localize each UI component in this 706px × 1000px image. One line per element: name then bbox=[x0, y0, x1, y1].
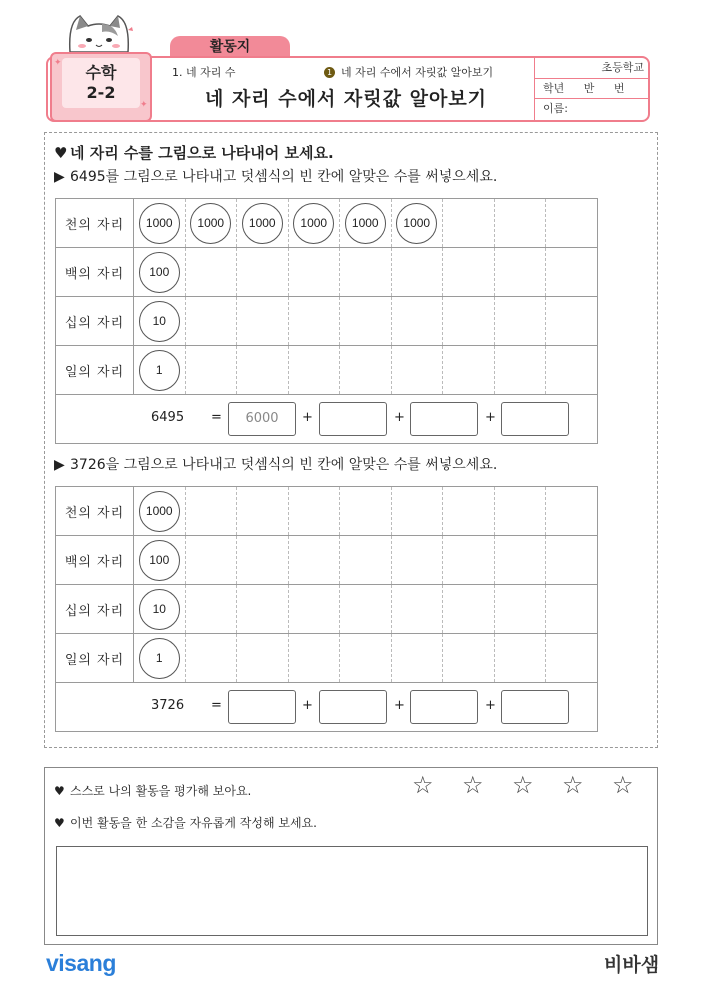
coin-cell[interactable] bbox=[443, 248, 495, 297]
row-label-hundreds: 백의 자리 bbox=[56, 248, 134, 297]
self-evaluation-text: 스스로 나의 활동을 평가해 보아요. bbox=[70, 784, 252, 798]
coin-cell[interactable] bbox=[494, 536, 546, 585]
sparkle-icon: ✦ bbox=[54, 58, 62, 68]
coin-cell[interactable] bbox=[288, 297, 340, 346]
coin-1000: 1000 bbox=[190, 203, 231, 244]
plus-sign: + bbox=[485, 410, 496, 425]
plus-sign: + bbox=[485, 698, 496, 713]
school-label: 초등학교 bbox=[601, 61, 644, 74]
coin-cell[interactable] bbox=[134, 487, 186, 536]
triangle-icon: ▶ bbox=[54, 169, 65, 185]
answer-box-ones[interactable] bbox=[501, 402, 569, 436]
coin-cell[interactable] bbox=[237, 199, 289, 248]
coin-cell[interactable] bbox=[340, 536, 392, 585]
coin-cell[interactable] bbox=[288, 536, 340, 585]
reflection-prompt bbox=[54, 814, 317, 831]
coin-cell[interactable] bbox=[443, 536, 495, 585]
coin-cell[interactable] bbox=[134, 346, 186, 395]
heart-icon: ♥ bbox=[54, 816, 65, 830]
coin-cell[interactable] bbox=[494, 199, 546, 248]
vivasam-logo: 비바샘 bbox=[604, 954, 660, 976]
coin-cell[interactable] bbox=[391, 585, 443, 634]
plus-sign: + bbox=[302, 410, 313, 425]
visang-logo: visang bbox=[46, 950, 116, 976]
coin-100: 100 bbox=[139, 252, 180, 293]
coin-1: 1 bbox=[139, 638, 180, 679]
row-label-thousands: 천의 자리 bbox=[56, 199, 134, 248]
coin-10: 10 bbox=[139, 301, 180, 342]
coin-cell[interactable] bbox=[494, 585, 546, 634]
coin-cell[interactable] bbox=[185, 346, 237, 395]
addition-equation bbox=[56, 683, 597, 731]
class-label: 반 bbox=[583, 81, 595, 95]
coin-cell[interactable] bbox=[288, 248, 340, 297]
coin-cell[interactable] bbox=[391, 199, 443, 248]
coin-cell[interactable] bbox=[185, 536, 237, 585]
star-icon[interactable]: ☆ bbox=[512, 771, 534, 799]
coin-cell[interactable] bbox=[134, 536, 186, 585]
equation-row bbox=[56, 395, 598, 444]
header-main bbox=[160, 58, 532, 120]
coin-cell[interactable] bbox=[185, 297, 237, 346]
coin-cell[interactable] bbox=[185, 585, 237, 634]
row-label-tens: 십의 자리 bbox=[56, 585, 134, 634]
problem2-instruction-text: 3726을 그림으로 나타내고 덧셈식의 빈 칸에 알맞은 수를 써넣으세요. bbox=[70, 457, 498, 473]
table-row bbox=[56, 248, 598, 297]
coin-10: 10 bbox=[139, 589, 180, 630]
coin-cell[interactable] bbox=[546, 248, 598, 297]
heart-icon: ♥ bbox=[54, 784, 65, 798]
coin-cell[interactable] bbox=[443, 585, 495, 634]
star-icon[interactable]: ☆ bbox=[412, 771, 434, 799]
equation-row bbox=[56, 683, 598, 732]
coin-cell[interactable] bbox=[391, 634, 443, 683]
coin-cell[interactable] bbox=[134, 634, 186, 683]
table-row bbox=[56, 585, 598, 634]
coin-cell[interactable] bbox=[340, 634, 392, 683]
table-row bbox=[56, 346, 598, 395]
number-label: 번 bbox=[613, 81, 625, 95]
answer-box-ones[interactable] bbox=[501, 690, 569, 724]
plus-sign: + bbox=[394, 698, 405, 713]
row-label-hundreds: 백의 자리 bbox=[56, 536, 134, 585]
problem2-instruction bbox=[54, 454, 497, 474]
row-label-tens: 십의 자리 bbox=[56, 297, 134, 346]
equation-cell bbox=[56, 683, 598, 732]
coin-cell[interactable] bbox=[340, 585, 392, 634]
coin-cell[interactable] bbox=[237, 487, 289, 536]
row-label-thousands: 천의 자리 bbox=[56, 487, 134, 536]
name-field[interactable] bbox=[535, 99, 648, 120]
page-title: 네 자리 수에서 자릿값 알아보기 bbox=[204, 88, 488, 110]
heart-icon: ♥ bbox=[54, 144, 68, 162]
row-label-ones: 일의 자리 bbox=[56, 634, 134, 683]
coin-cell[interactable] bbox=[237, 297, 289, 346]
table-row bbox=[56, 297, 598, 346]
coin-cell[interactable] bbox=[134, 585, 186, 634]
table-row bbox=[56, 634, 598, 683]
answer-box-tens[interactable] bbox=[410, 402, 478, 436]
coin-cell[interactable] bbox=[237, 634, 289, 683]
equation-number: 6495 bbox=[151, 410, 185, 425]
self-evaluation-prompt bbox=[54, 782, 251, 799]
coin-cell[interactable] bbox=[134, 199, 186, 248]
answer-box-hundreds[interactable] bbox=[319, 402, 387, 436]
equals-sign: = bbox=[211, 698, 222, 713]
coin-cell[interactable] bbox=[185, 248, 237, 297]
star-icon[interactable]: ☆ bbox=[612, 771, 634, 799]
coin-cell[interactable] bbox=[494, 248, 546, 297]
answer-box-tens[interactable] bbox=[410, 690, 478, 724]
equation-cell bbox=[56, 395, 598, 444]
coin-cell[interactable] bbox=[237, 346, 289, 395]
coin-cell[interactable] bbox=[185, 487, 237, 536]
lesson-text: 네 자리 수에서 자릿값 알아보기 bbox=[341, 66, 494, 79]
answer-box-hundreds[interactable] bbox=[319, 690, 387, 724]
coin-cell[interactable] bbox=[494, 297, 546, 346]
coin-cell[interactable] bbox=[391, 487, 443, 536]
coin-1000: 1000 bbox=[242, 203, 283, 244]
coin-1000: 1000 bbox=[396, 203, 437, 244]
coin-cell[interactable] bbox=[288, 199, 340, 248]
coin-cell[interactable] bbox=[546, 297, 598, 346]
coin-cell[interactable] bbox=[546, 536, 598, 585]
name-label: 이름: bbox=[543, 102, 568, 115]
coin-cell[interactable] bbox=[546, 634, 598, 683]
answer-box-thousands[interactable] bbox=[228, 690, 296, 724]
subject-grade: 2-2 bbox=[86, 83, 116, 102]
reflection-text: 이번 활동을 한 소감을 자유롭게 작성해 보세요. bbox=[70, 816, 317, 830]
coin-cell[interactable] bbox=[443, 297, 495, 346]
coin-cell[interactable] bbox=[391, 536, 443, 585]
sparkle-icon: ✦ bbox=[140, 100, 148, 110]
coin-cell[interactable] bbox=[391, 248, 443, 297]
problem1-instruction-text: 6495를 그림으로 나타내고 덧셈식의 빈 칸에 알맞은 수를 써넣으세요. bbox=[70, 169, 498, 185]
place-value-table-2 bbox=[55, 486, 598, 732]
triangle-icon: ▶ bbox=[54, 457, 65, 473]
coin-cell[interactable] bbox=[494, 634, 546, 683]
subject-label bbox=[62, 58, 140, 108]
coin-cell[interactable] bbox=[134, 297, 186, 346]
coin-cell[interactable] bbox=[546, 487, 598, 536]
coin-cell[interactable] bbox=[443, 346, 495, 395]
row-label-ones: 일의 자리 bbox=[56, 346, 134, 395]
main-instruction-text: 네 자리 수를 그림으로 나타내어 보세요. bbox=[70, 144, 334, 162]
coin-1000: 1000 bbox=[293, 203, 334, 244]
main-instruction bbox=[54, 142, 334, 163]
lesson-label bbox=[324, 64, 493, 80]
coin-cell[interactable] bbox=[494, 487, 546, 536]
coin-cell[interactable] bbox=[391, 297, 443, 346]
school-field[interactable] bbox=[535, 58, 648, 79]
addition-equation bbox=[56, 395, 597, 443]
coin-cell[interactable] bbox=[443, 634, 495, 683]
table-row bbox=[56, 536, 598, 585]
coin-cell[interactable] bbox=[443, 199, 495, 248]
coin-cell[interactable] bbox=[494, 346, 546, 395]
coin-1000: 1000 bbox=[345, 203, 386, 244]
answer-box-thousands[interactable]: 6000 bbox=[228, 402, 296, 436]
coin-1: 1 bbox=[139, 350, 180, 391]
coin-cell[interactable] bbox=[546, 346, 598, 395]
grade-class-field[interactable] bbox=[535, 79, 648, 100]
student-info bbox=[534, 58, 648, 120]
coin-cell[interactable] bbox=[340, 297, 392, 346]
coin-cell[interactable] bbox=[185, 634, 237, 683]
coin-cell[interactable] bbox=[288, 634, 340, 683]
table-row bbox=[56, 199, 598, 248]
problem1-instruction bbox=[54, 166, 497, 186]
equals-sign: = bbox=[211, 410, 222, 425]
coin-cell[interactable] bbox=[546, 585, 598, 634]
table-row bbox=[56, 487, 598, 536]
plus-sign: + bbox=[302, 698, 313, 713]
grade-label: 학년 bbox=[543, 81, 565, 95]
worksheet-tab: 활동지 bbox=[170, 36, 290, 58]
subject-name: 수학 bbox=[85, 63, 117, 82]
coin-cell[interactable] bbox=[443, 487, 495, 536]
plus-sign: + bbox=[394, 410, 405, 425]
coin-cell[interactable] bbox=[391, 346, 443, 395]
coin-cell[interactable] bbox=[340, 199, 392, 248]
coin-cell[interactable] bbox=[340, 248, 392, 297]
coin-cell[interactable] bbox=[237, 536, 289, 585]
coin-cell[interactable] bbox=[237, 585, 289, 634]
coin-cell[interactable] bbox=[288, 346, 340, 395]
coin-cell[interactable] bbox=[340, 487, 392, 536]
coin-cell[interactable] bbox=[288, 487, 340, 536]
coin-1000: 1000 bbox=[139, 203, 180, 244]
coin-1000: 1000 bbox=[139, 491, 180, 532]
lesson-number-icon: 1 bbox=[324, 67, 335, 78]
equation-number: 3726 bbox=[151, 698, 185, 713]
reflection-textarea[interactable] bbox=[56, 846, 648, 936]
coin-cell[interactable] bbox=[288, 585, 340, 634]
star-icon[interactable]: ☆ bbox=[462, 771, 484, 799]
place-value-table-1 bbox=[55, 198, 598, 444]
coin-cell[interactable] bbox=[134, 248, 186, 297]
star-rating bbox=[412, 771, 662, 799]
coin-cell[interactable] bbox=[340, 346, 392, 395]
unit-label: 1. 네 자리 수 bbox=[172, 66, 236, 79]
coin-cell[interactable] bbox=[185, 199, 237, 248]
star-icon[interactable]: ☆ bbox=[562, 771, 584, 799]
coin-100: 100 bbox=[139, 540, 180, 581]
coin-cell[interactable] bbox=[237, 248, 289, 297]
coin-cell[interactable] bbox=[546, 199, 598, 248]
